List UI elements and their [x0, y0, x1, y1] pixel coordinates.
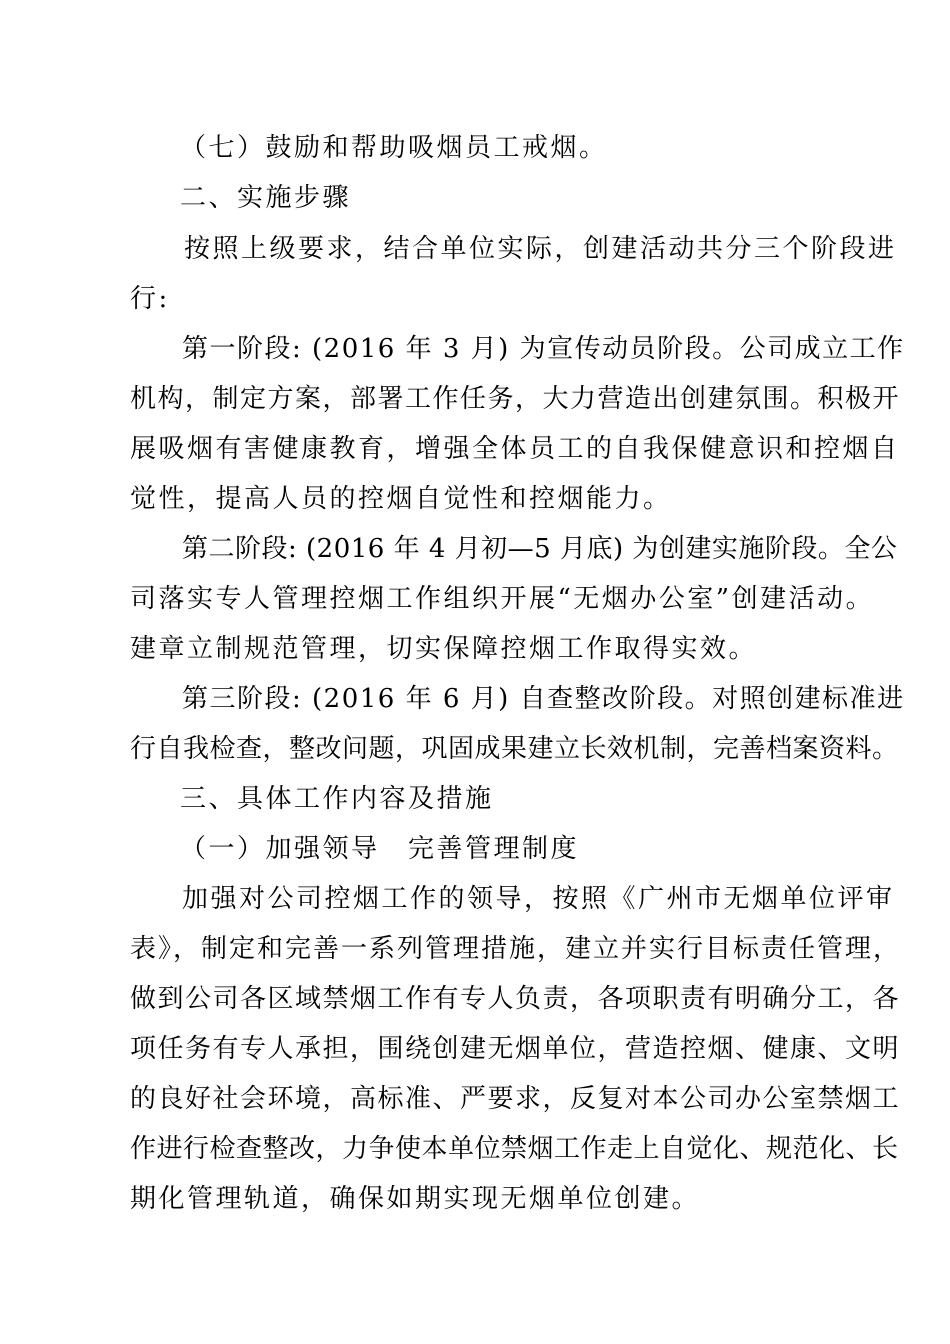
paragraph-intro-line-1: 按照上级要求，结合单位实际，创建活动共分三个阶段进: [184, 234, 897, 264]
paragraph-leadership-line-2: 表》，制定和完善一系列管理措施，建立并实行目标责任管理，: [130, 934, 902, 964]
paragraph-phase-2-line-2: 司落实专人管理控烟工作组织开展“无烟办公室”创建活动。: [130, 584, 875, 614]
paragraph-phase-3-line-2: 行自我检查，整改问题，巩固成果建立长效机制，完善档案资料。: [130, 734, 899, 764]
paragraph-phase-1-line-2: 机构，制定方案，部署工作任务，大力营造出创建氛围。积极开: [130, 384, 901, 414]
paragraph-phase-1-line-1: 第一阶段: (2016 年 3 月) 为宣传动员阶段。公司成立工作: [182, 334, 905, 364]
paragraph-phase-2-line-3: 建章立制规范管理，切实保障控烟工作取得实效。: [130, 634, 758, 664]
paragraph-leadership-line-3: 做到公司各区域禁烟工作有专人负责，各项职责有明确分工，各: [130, 984, 901, 1014]
section-heading-implementation-steps: 二、实施步骤: [180, 183, 352, 213]
subheading-leadership: （一）加强领导 完善管理制度: [180, 834, 580, 864]
paragraph-phase-1-line-3: 展吸烟有害健康教育，增强全体员工的自我保健意识和控烟自: [130, 434, 900, 464]
section-heading-measures: 三、具体工作内容及措施: [180, 784, 494, 814]
paragraph-phase-3-line-1: 第三阶段: (2016 年 6 月) 自查整改阶段。对照创建标准进: [182, 684, 905, 714]
paragraph-phase-1-line-4: 觉性，提高人员的控烟自觉性和控烟能力。: [130, 484, 672, 514]
paragraph-leadership-line-1: 加强对公司控烟工作的领导，按照《广州市无烟单位评审: [182, 884, 895, 914]
paragraph-item-7: （七）鼓励和帮助吸烟员工戒烟。: [180, 133, 608, 163]
paragraph-phase-2-line-1: 第二阶段: (2016 年 4 月初—5 月底) 为创建实施阶段。全公: [182, 534, 898, 564]
paragraph-intro-line-2: 行:: [130, 284, 170, 314]
paragraph-leadership-line-4: 项任务有专人承担，围绕创建无烟单位，营造控烟、健康、文明: [130, 1034, 901, 1064]
paragraph-leadership-line-5: 的良好社会环境，高标准、严要求，反复对本公司办公室禁烟工: [130, 1084, 901, 1114]
paragraph-leadership-line-7: 期化管理轨道，确保如期实现无烟单位创建。: [130, 1184, 701, 1214]
paragraph-leadership-line-6: 作进行检查整改，力争使本单位禁烟工作走上自觉化、规范化、长: [130, 1134, 899, 1164]
